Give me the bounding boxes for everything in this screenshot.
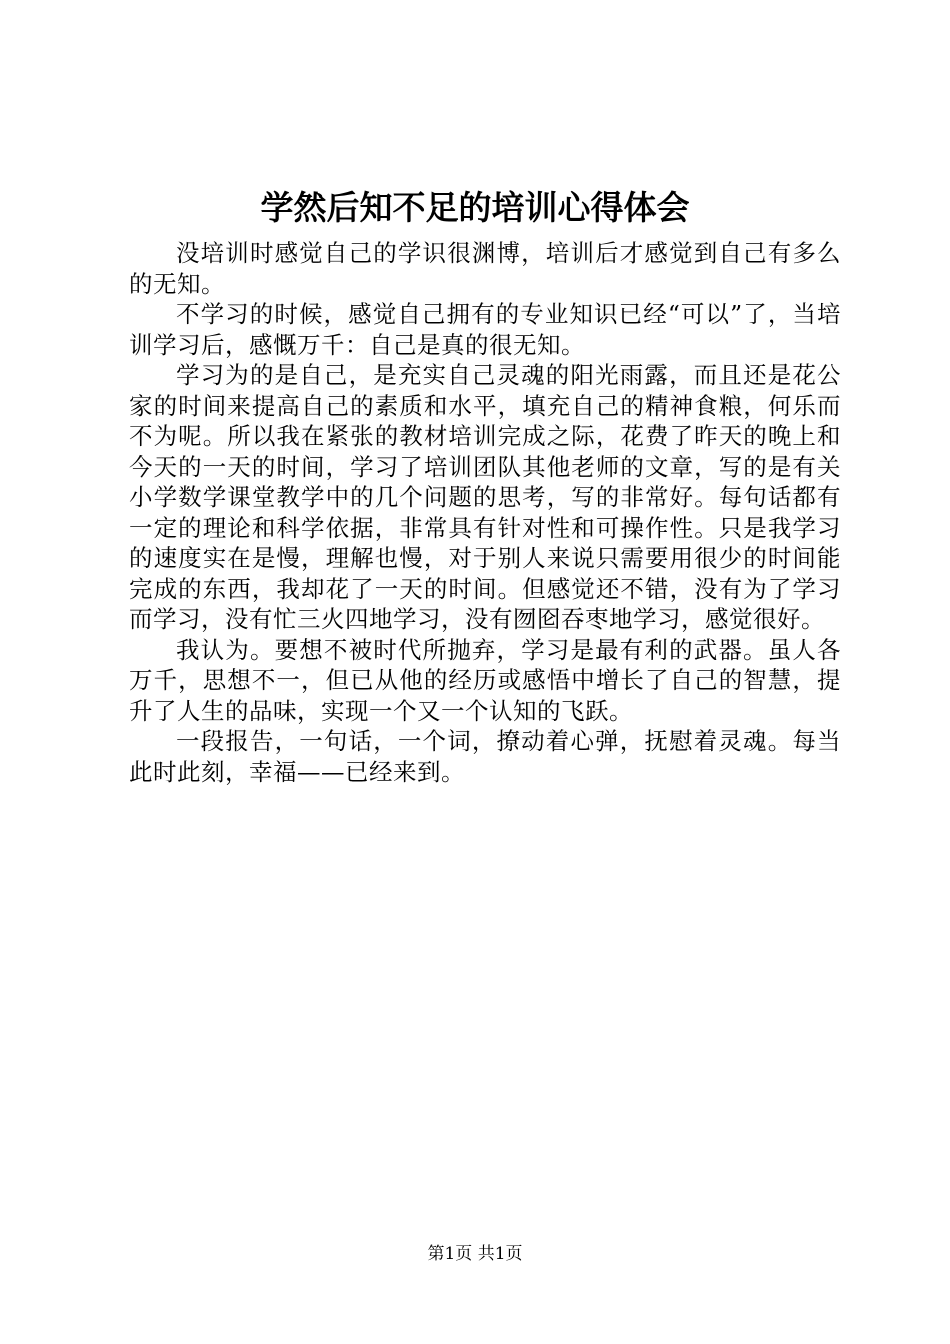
document-body bbox=[129, 238, 841, 787]
document-title: 学然后知不足的培训心得体会 bbox=[260, 188, 690, 227]
paragraph-1: 没培训时感觉自己的学识很渊博，培训后才感觉到自己有多么的无知。 bbox=[129, 239, 841, 298]
paragraph-2: 不学习的时候，感觉自己拥有的专业知识已经“可以”了，当培训学习后，感慨万千：自己是真的很无知。 bbox=[129, 300, 841, 359]
paragraph-5: 一段报告，一句话，一个词，撩动着心弹，抚慰着灵魂。每当此时此刻，幸福——已经来到。 bbox=[129, 727, 841, 786]
paragraph-4: 我认为。要想不被时代所抛弃，学习是最有利的武器。虽人各万千，思想不一，但已从他的经历或感悟中增长了自己的智慧，提升了人生的品味，实现一个又一个认知的飞跃。 bbox=[129, 635, 841, 725]
page-footer: 第1页 共1页 bbox=[427, 1244, 523, 1264]
paragraph-3: 学习为的是自己，是充实自己灵魂的阳光雨露，而且还是花公家的时间来提高自己的素质和水平，填充自己的精神食粮，何乐而不为呢。所以我在紧张的教材培训完成之际，花费了昨天的晚上和今天的一天的时间，学习了培训团队其他老师的文章，写的是有关小学数学课堂教学中的几个问题的思考，写的非常好。每句话都有一定的理论和科学依据，非常具有针对性和可操作性。只是我学习的速度实在是慢，理解也慢，对于别人来说只需要用很少的时间能完成的东西，我却花了一天的时间。但感觉还不错，没有为了学习而学习，没有忙三火四地学习，没有囫囵吞枣地学习，感觉很好。 bbox=[129, 361, 841, 633]
